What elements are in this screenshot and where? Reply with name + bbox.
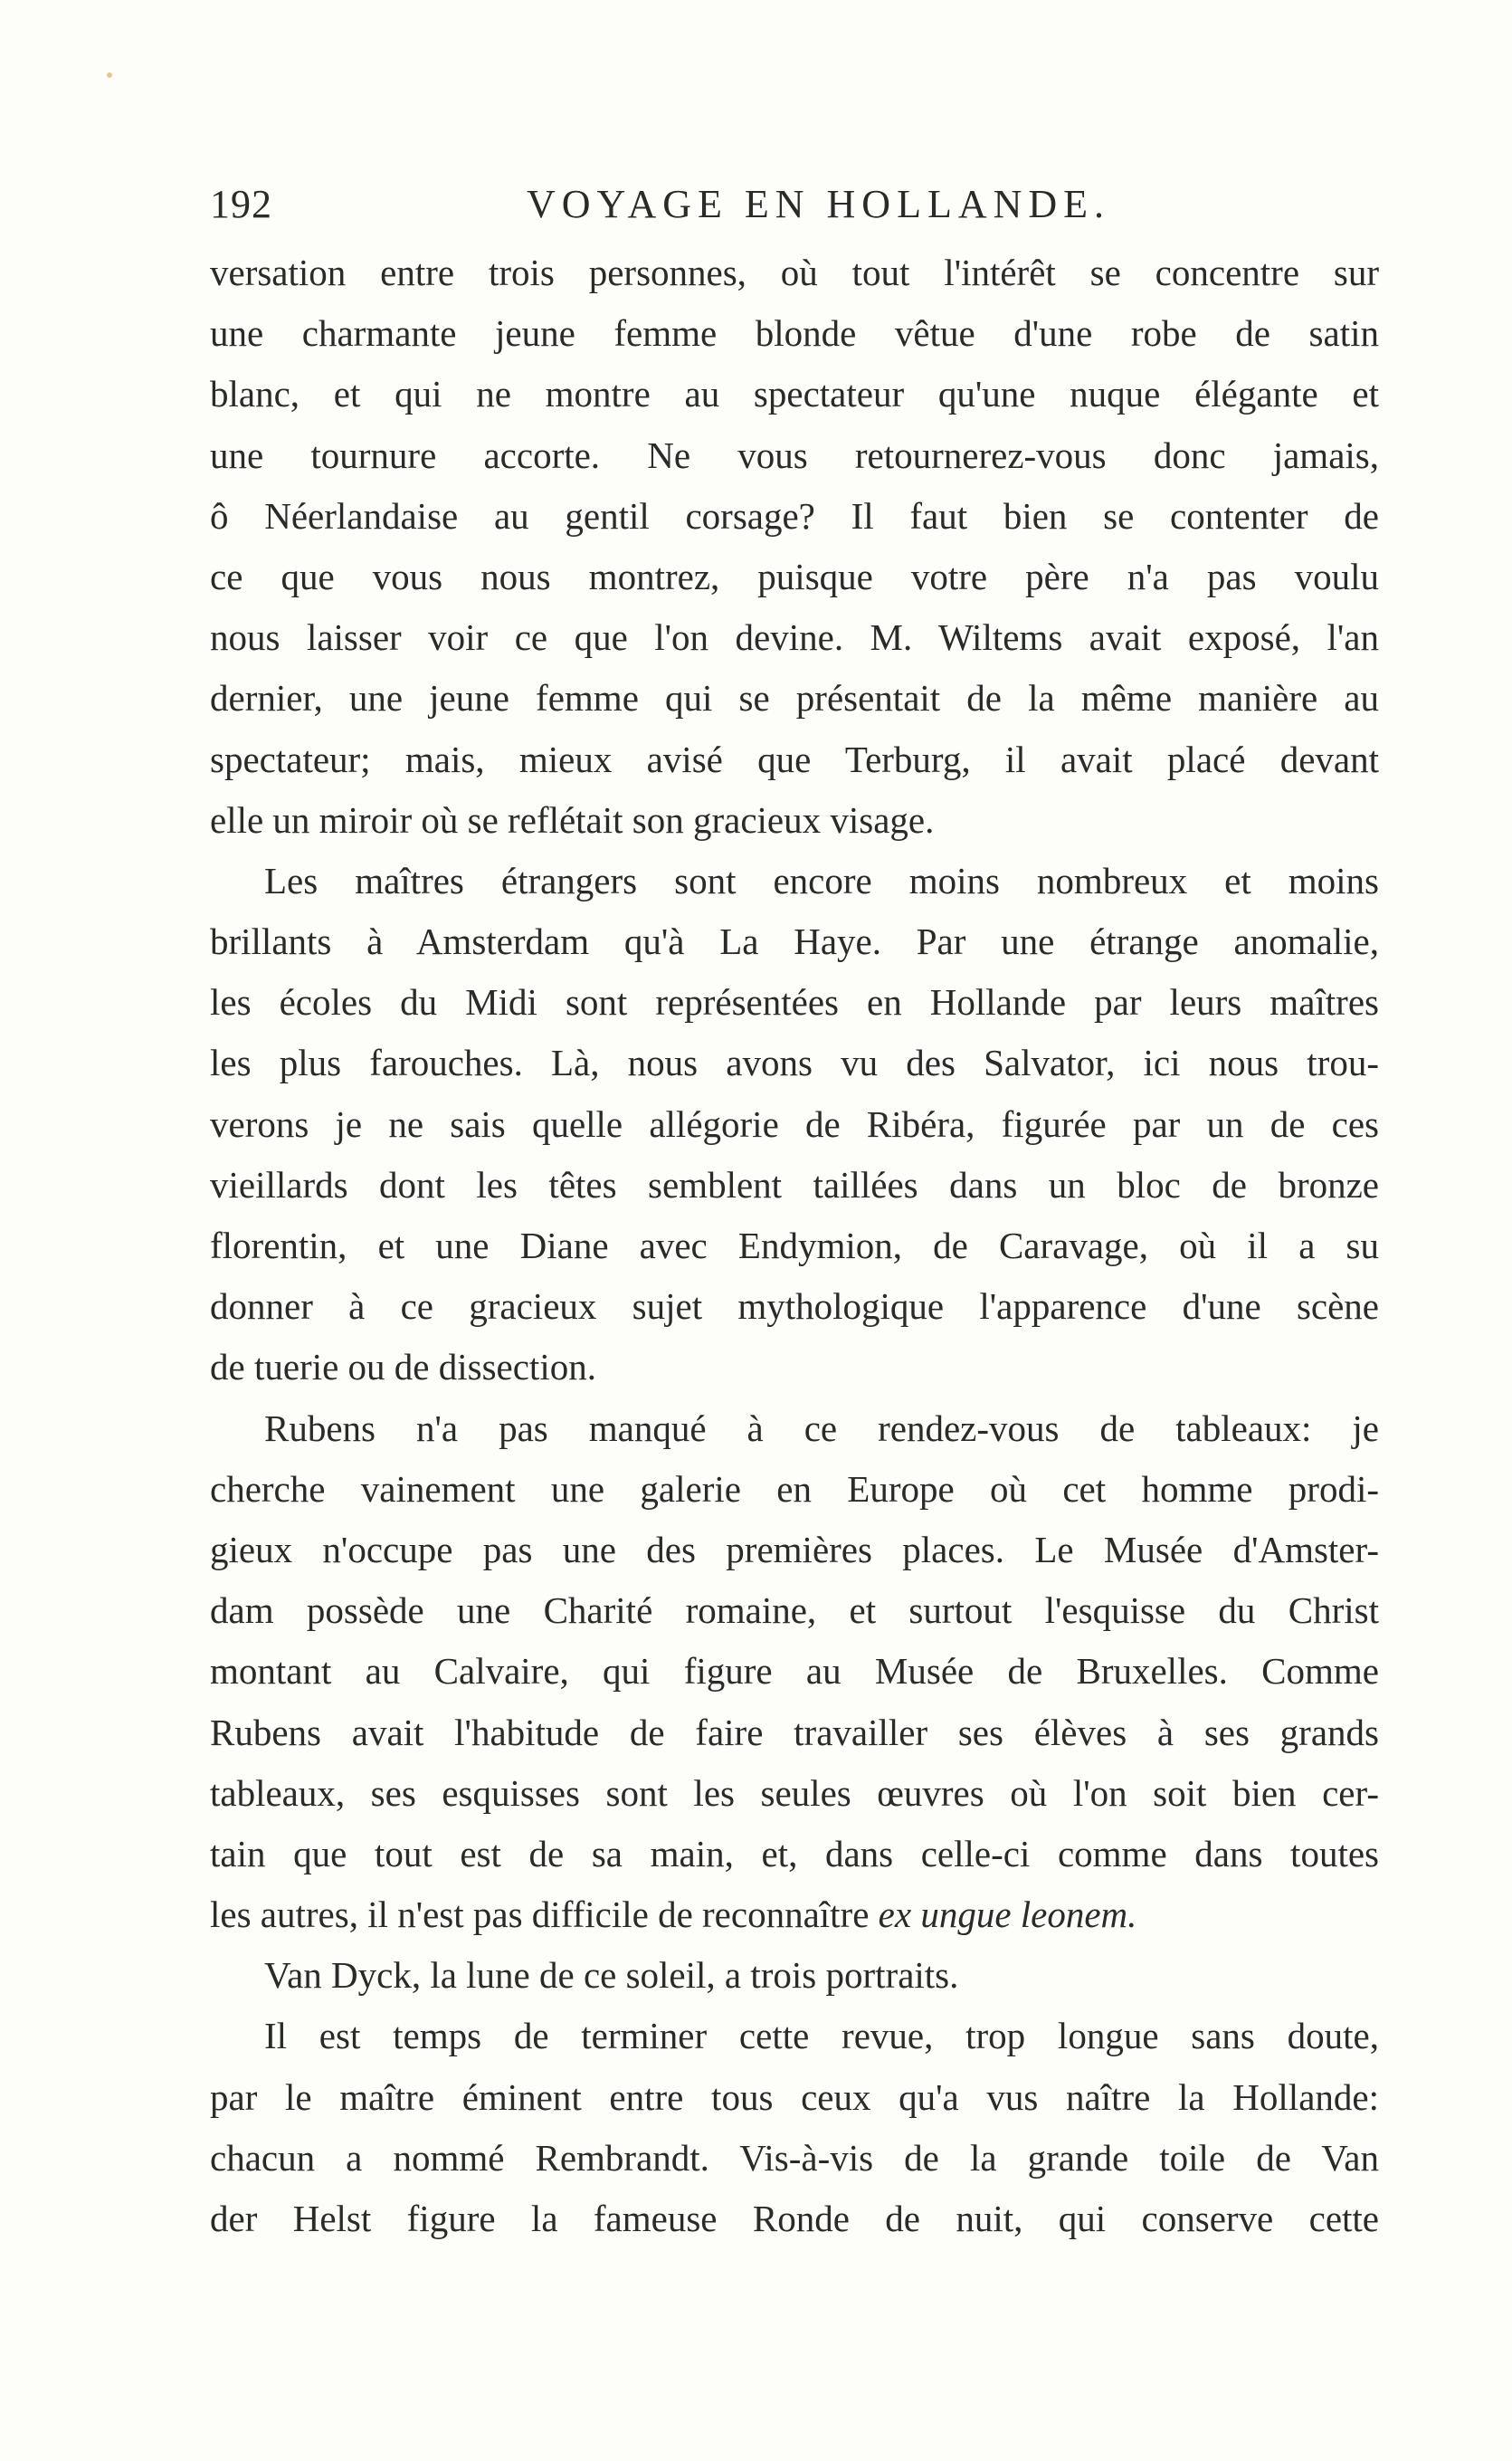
paragraph-single-line: Van Dyck, la lune de ce soleil, a trois portraits. bbox=[264, 1954, 959, 1997]
text-line: spectateur; mais, mieux avisé que Terburg, il avait placé devant bbox=[210, 738, 1379, 780]
paragraph-end-line: de tuerie ou de dissection. bbox=[210, 1346, 596, 1388]
text-line: une tournure accorte. Ne vous retournerez-vous donc jamais, bbox=[210, 434, 1379, 476]
text-segment: les autres, il n'est pas difficile de reconnaître bbox=[210, 1893, 870, 1936]
text-line: une charmante jeune femme blonde vêtue d'une robe de satin bbox=[210, 312, 1379, 355]
text-line: gieux n'occupe pas une des premières places. Le Musée d'Amster- bbox=[210, 1528, 1379, 1570]
text-line: tain que tout est de sa main, et, dans celle-ci comme dans toutes bbox=[210, 1832, 1379, 1874]
paper-speck bbox=[107, 72, 112, 78]
text-line: florentin, et une Diane avec Endymion, de Caravage, où il a su bbox=[210, 1225, 1379, 1266]
text-line: Rubens avait l'habitude de faire travailler ses élèves à ses grands bbox=[210, 1711, 1379, 1753]
text-line: blanc, et qui ne montre au spectateur qu'une nuque élégante et bbox=[210, 373, 1379, 415]
text-line: verons je ne sais quelle allégorie de Ribéra, figurée par un de ces bbox=[210, 1102, 1379, 1145]
body-text bbox=[210, 243, 1379, 2249]
text-line: par le maître éminent entre tous ceux qu'a vus naître la Hollande: bbox=[210, 2075, 1379, 2118]
paragraph-start-line: Rubens n'a pas manqué à ce rendez-vous de tableaux: je bbox=[264, 1407, 1379, 1449]
text-line: nous laisser voir ce que l'on devine. M. Wiltems avait exposé, l'an bbox=[210, 616, 1379, 659]
page-number: 192 bbox=[210, 182, 272, 226]
paragraph-start-line: Les maîtres étrangers sont encore moins nombreux et moins bbox=[264, 859, 1379, 901]
text-line: tableaux, ses esquisses sont les seules œuvres où l'on soit bien cer- bbox=[210, 1771, 1379, 1814]
text-line: versation entre trois personnes, où tout l'intérêt se concentre sur bbox=[210, 252, 1379, 293]
text-line: dernier, une jeune femme qui se présentait de la même manière au bbox=[210, 677, 1379, 720]
text-line: chacun a nommé Rembrandt. Vis-à-vis de la grande toile de Van bbox=[210, 2136, 1379, 2179]
italic-phrase: ex ungue leonem. bbox=[878, 1893, 1137, 1936]
text-line: cherche vainement une galerie en Europe où cet homme prodi- bbox=[210, 1467, 1379, 1510]
running-title: VOYAGE EN HOLLANDE. bbox=[527, 182, 1111, 226]
text-line: donner à ce gracieux sujet mythologique l'apparence d'une scène bbox=[210, 1285, 1379, 1328]
paragraph-end-line: elle un miroir où se reflétait son gracieux visage. bbox=[210, 798, 935, 841]
text-line: montant au Calvaire, qui figure au Musée de Bruxelles. Comme bbox=[210, 1650, 1379, 1693]
text-line: les plus farouches. Là, nous avons vu des Salvator, ici nous trou- bbox=[210, 1042, 1379, 1084]
text-line: brillants à Amsterdam qu'à La Haye. Par une étrange anomalie, bbox=[210, 920, 1379, 963]
text-line: dam possède une Charité romaine, et surtout l'esquisse du Christ bbox=[210, 1589, 1379, 1632]
text-line: ce que vous nous montrez, puisque votre père n'a pas voulu bbox=[210, 555, 1379, 597]
text-line: ô Néerlandaise au gentil corsage? Il faut bien se contenter de bbox=[210, 494, 1379, 537]
paragraph-start-line: Il est temps de terminer cette revue, trop longue sans doute, bbox=[264, 2015, 1379, 2057]
page-header bbox=[210, 181, 1386, 235]
text-line: der Helst figure la fameuse Ronde de nuit, qui conserve cette bbox=[210, 2198, 1379, 2239]
text-line: vieillards dont les têtes semblent taillées dans un bloc de bronze bbox=[210, 1163, 1379, 1206]
text-line: les écoles du Midi sont représentées en Hollande par leurs maîtres bbox=[210, 981, 1379, 1024]
paragraph-end-line bbox=[210, 1884, 1379, 1945]
